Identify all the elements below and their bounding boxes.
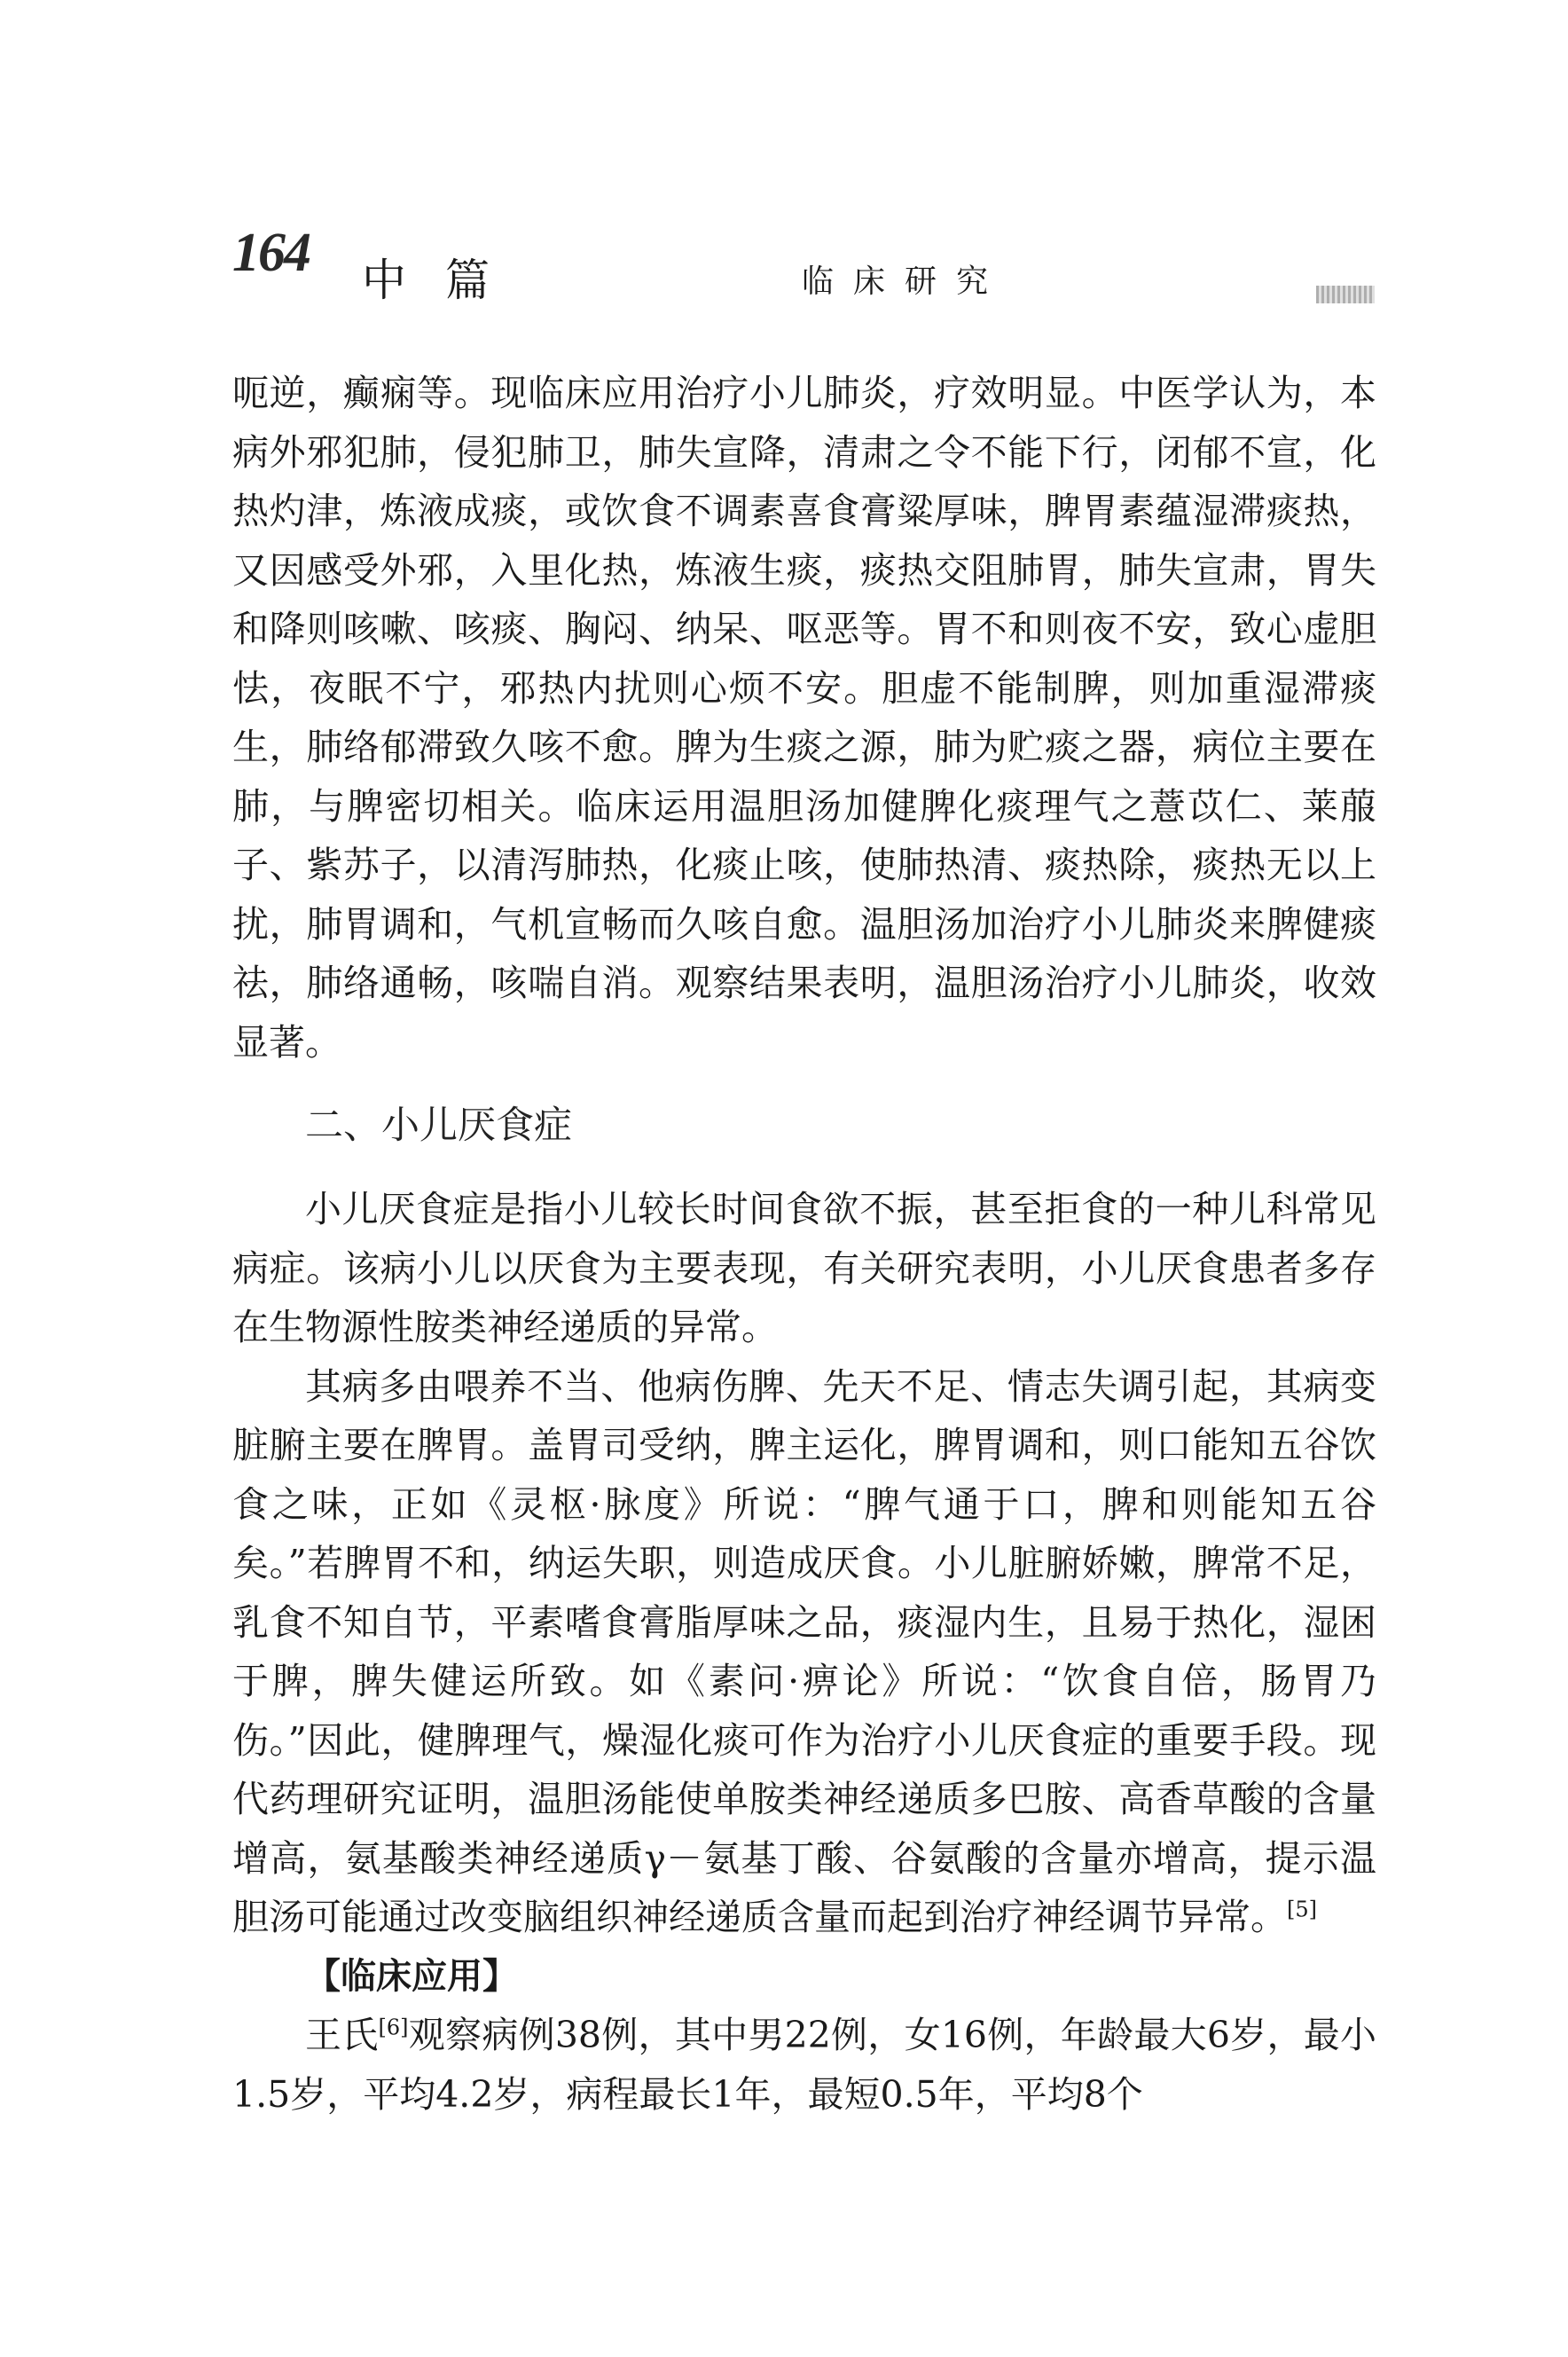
section-heading-anorexia: 二、小儿厌食症	[305, 1104, 572, 1148]
page-number: 164	[232, 223, 310, 283]
citation-6: [6]	[378, 2015, 409, 2040]
paragraph-anorexia-definition: 小儿厌食症是指小儿较长时间食欲不振，甚至拒食的一种儿科常见病症。该病小儿以厌食为主要表现，有关研究表明，小儿厌食患者多存在生物源性胺类神经递质的异常。	[232, 1188, 1376, 1348]
paragraph-anorexia-pathogenesis-text: 其病多由喂养不当、他病伤脾、先天不足、情志失调引起，其病变脏腑主要在脾胃。盖胃司受纳，脾主运化，脾胃调和，则口能知五谷饮食之味，正如《灵枢·脉度》所说：“脾气通于口，脾和则能知五谷矣。”若脾胃不和，纳运失职，则造成厌食。小儿脏腑娇嫩，脾常不足，乳食不知自节，平素嗜食膏脂厚味之品，痰湿内生，且易于热化，湿困于脾，脾失健运所致。如《素问·痹论》所说：“饮食自倍，肠胃乃伤。”因此，健脾理气，燥湿化痰可作为治疗小儿厌食症的重要手段。现代药理研究证明，温胆汤能使单胺类神经递质多巴胺、高香草酸的含量增高，氨基酸类神经递质γ－氨基丁酸、谷氨酸的含量亦增高，提示温胆汤可能通过改变脑组织神经递质含量而起到治疗神经调节异常。	[232, 1364, 1376, 1938]
header-mark	[1316, 286, 1375, 303]
paragraph-anorexia-pathogenesis	[232, 1357, 1376, 1947]
section-label: 临床研究	[802, 263, 1008, 300]
paragraph-clinical-case	[232, 2006, 1376, 2124]
author-name: 王氏	[305, 2014, 379, 2056]
page-body	[232, 364, 1376, 2124]
clinical-application-label: 【临床应用】	[305, 1955, 518, 1997]
paragraph-pneumonia-continued: 呃逆，癫痫等。现临床应用治疗小儿肺炎，疗效明显。中医学认为，本病外邪犯肺，侵犯肺卫，肺失宣降，清肃之令不能下行，闭郁不宣，化热灼津，炼液成痰，或饮食不调素喜食膏粱厚味，脾胃素蕴湿滞痰热，又因感受外邪，入里化热，炼液生痰，痰热交阻肺胃，肺失宣肃，胃失和降则咳嗽、咳痰、胸闷、纳呆、呕恶等。胃不和则夜不安，致心虚胆怯，夜眠不宁，邪热内扰则心烦不安。胆虚不能制脾，则加重湿滞痰生，肺络郁滞致久咳不愈。脾为生痰之源，肺为贮痰之器，病位主要在肺，与脾密切相关。临床运用温胆汤加健脾化痰理气之薏苡仁、莱菔子、紫苏子，以清泻肺热，化痰止咳，使肺热清、痰热除，痰热无以上扰，肺胃调和，气机宣畅而久咳自愈。温胆汤加治疗小儿肺炎来脾健痰祛，肺络通畅，咳喘自消。观察结果表明，温胆汤治疗小儿肺炎，收效显著。	[232, 372, 1376, 1064]
citation-5: [5]	[1287, 1897, 1317, 1922]
paragraph-clinical-case-text: 观察病例38例，其中男22例，女16例，年龄最大6岁，最小1.5岁，平均4.2岁，病程最长1年，最短0.5年，平均8个	[232, 2014, 1376, 2116]
part-label: 中篇	[362, 255, 529, 306]
